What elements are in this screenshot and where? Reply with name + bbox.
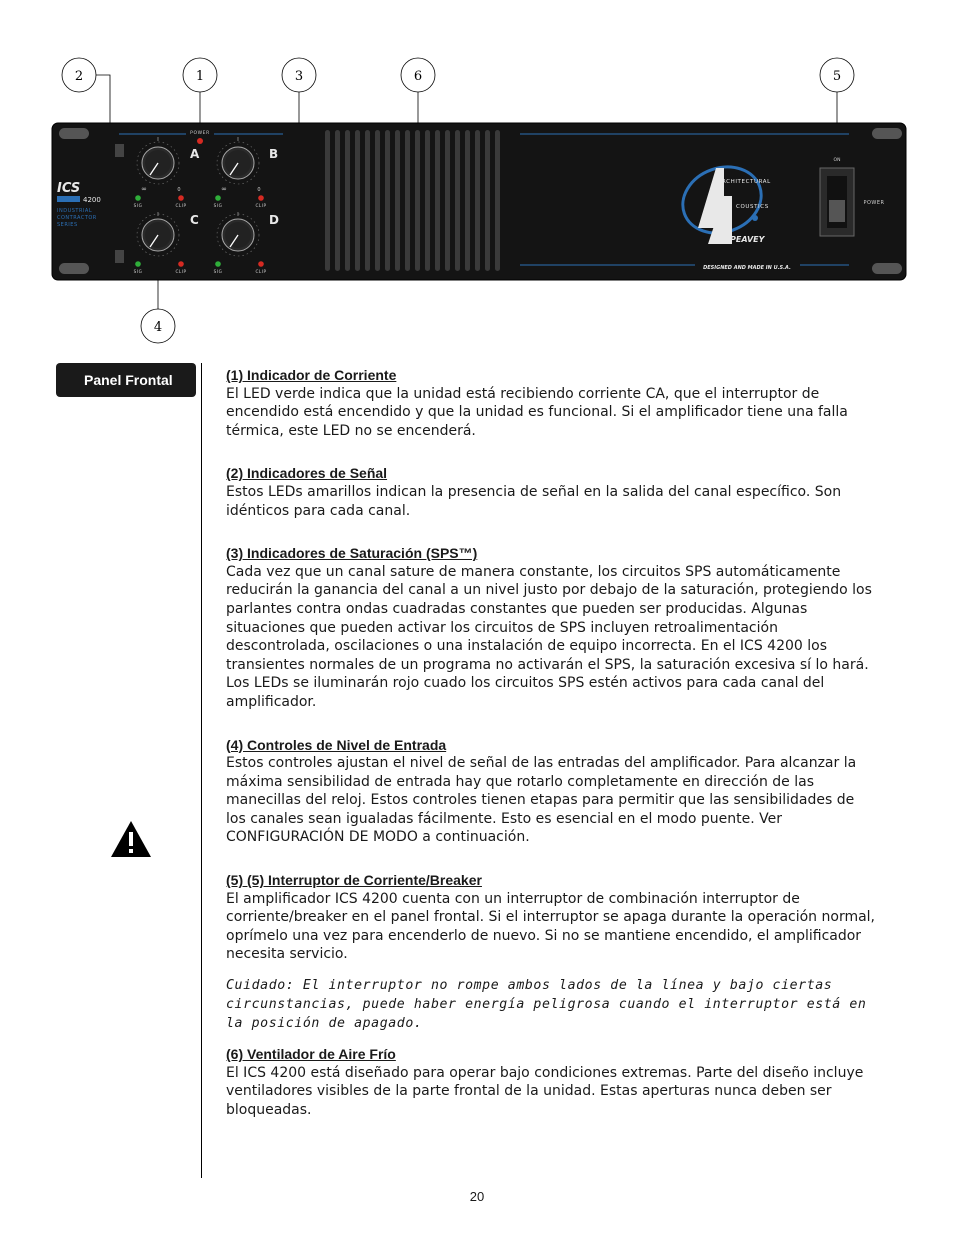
logo-line2: COUSTICS bbox=[736, 204, 769, 210]
callout-number: 3 bbox=[294, 69, 304, 84]
section-body: El LED verde indica que la unidad está recibiendo corriente CA, que el interruptor de encendido está encendido y que la unidad es funcional. Si el amplificador tiene una falla térmica, este LED no se encenderá. bbox=[226, 385, 848, 439]
svg-text:CONTRACTOR: CONTRACTOR bbox=[57, 215, 97, 221]
clip-led-c bbox=[178, 261, 184, 267]
clip-led-d bbox=[258, 261, 264, 267]
svg-text:SERIES: SERIES bbox=[57, 222, 78, 228]
clip-label: CLIP bbox=[175, 203, 187, 208]
logo-line1: RCHITECTURAL bbox=[722, 179, 771, 185]
clip-led-a bbox=[178, 195, 184, 201]
model-brand: ICS bbox=[57, 181, 81, 196]
switch-on-label: ON bbox=[833, 158, 841, 163]
section-power-indicator bbox=[226, 366, 876, 440]
content-column bbox=[226, 366, 876, 1119]
input-jack-marker bbox=[115, 250, 124, 263]
knob-scale-top: I bbox=[157, 137, 159, 143]
channel-label-a: A bbox=[190, 147, 200, 161]
channel-label-d: D bbox=[269, 213, 279, 227]
knob-scale-min: ∞ bbox=[141, 185, 147, 193]
section-body: Cada vez que un canal sature de manera constante, los circuitos SPS automáticamente reducirán la ganancia del canal a un nivel justo por debajo de la saturación, protegiendo los parlantes contra ondas cuadradas constantes que pueden ser producidas. Algunas situaciones que pueden activar los circuitos de SPS incluyen retroalimentación descontrolada, oscilaciones o una instalación de equipo incorrecta. En el ICS 4200 los transientes normales de un programa no activarán el SPS, la saturación excesiva sí lo hará. Los LEDs se iluminarán rojo cuado los circuitos SPS estén activos para cada canal del amplificador. bbox=[226, 563, 872, 710]
callout-bubble-4 bbox=[141, 309, 175, 343]
power-led-label: POWER bbox=[190, 131, 210, 136]
channel-label-c: C bbox=[190, 213, 199, 227]
switch-power-label: POWER bbox=[863, 200, 885, 206]
callout-number: 4 bbox=[153, 320, 163, 335]
cooling-fan-vent bbox=[322, 128, 508, 273]
callout-number: 2 bbox=[74, 69, 84, 84]
callout-bubble-1 bbox=[183, 58, 217, 92]
knob-scale-top: I bbox=[157, 212, 159, 218]
section-cooling-fan bbox=[226, 1045, 876, 1119]
warning-triangle-icon bbox=[110, 820, 152, 858]
power-led bbox=[197, 138, 203, 144]
section-body: El ICS 4200 está diseñado para operar bajo condiciones extremas. Parte del diseño incluye ventiladores visibles de la parte frontal de la unidad. Estas aperturas nunca deben ser bloqueadas. bbox=[226, 1064, 864, 1118]
sig-led-c bbox=[135, 261, 141, 267]
section-body: El amplificador ICS 4200 cuenta con un interruptor de combinación interruptor de corriente/breaker en el panel frontal. Si el interruptor se apaga durante la operación normal, oprímelo una vez para encenderlo de nuevo. Si no se mantiene encendido, el amplificador necesita servicio. bbox=[226, 890, 876, 963]
sig-led-d bbox=[215, 261, 221, 267]
clip-label: CLIP bbox=[175, 269, 187, 274]
power-switch[interactable] bbox=[820, 168, 854, 236]
knob-scale-top: I bbox=[237, 137, 239, 143]
section-input-level-controls bbox=[226, 736, 876, 848]
section-heading: (3) Indicadores de Saturación (SPS™) bbox=[226, 545, 478, 562]
clip-label: CLIP bbox=[255, 269, 267, 274]
sig-led-a bbox=[135, 195, 141, 201]
section-heading: (1) Indicador de Corriente bbox=[226, 367, 397, 383]
callout-bubble-6 bbox=[401, 58, 435, 92]
sig-label: SIG bbox=[213, 269, 223, 274]
callout-bubble-2 bbox=[62, 58, 96, 92]
section-heading: (4) Controles de Nivel de Entrada bbox=[226, 736, 447, 753]
model-badge-bar bbox=[57, 196, 80, 202]
logo-by: BY bbox=[718, 234, 723, 239]
section-signal-indicators bbox=[226, 464, 876, 520]
knob-scale-zero: 0 bbox=[257, 187, 261, 193]
section-power-switch bbox=[226, 871, 876, 964]
section-sps-indicators bbox=[226, 544, 876, 711]
section-heading: (2) Indicadores de Señal bbox=[226, 465, 388, 482]
callout-number: 1 bbox=[195, 69, 205, 84]
model-number: 4200 bbox=[83, 196, 101, 204]
callout-number: 5 bbox=[832, 69, 842, 84]
callout-number: 6 bbox=[413, 69, 423, 84]
peavey-wordmark: PEAVEY bbox=[730, 235, 765, 244]
knob-scale-zero: 0 bbox=[177, 187, 181, 193]
sig-label: SIG bbox=[133, 269, 143, 274]
sig-led-b bbox=[215, 195, 221, 201]
callout-bubble-5 bbox=[820, 58, 854, 92]
knob-scale-min: ∞ bbox=[221, 185, 227, 193]
clip-led-b bbox=[258, 195, 264, 201]
caution-note: Cuidado: El interruptor no rompe ambos lados de la línea y bajo ciertas circunstancias, puede haber energía peligrosa cuando el interruptor está en la posición de apagado. bbox=[226, 978, 867, 1032]
callout-bubble-3 bbox=[282, 58, 316, 92]
section-heading: (5) (5) Interruptor de Corriente/Breaker bbox=[226, 872, 482, 889]
amplifier-front-panel-figure bbox=[0, 0, 954, 345]
svg-text:INDUSTRIAL: INDUSTRIAL bbox=[57, 208, 93, 214]
section-heading: (6) Ventilador de Aire Frío bbox=[226, 1046, 396, 1063]
knob-scale-top: I bbox=[237, 212, 239, 218]
input-jack-marker bbox=[115, 144, 124, 157]
section-body: Estos controles ajustan el nivel de señal de las entradas del amplificador. Para alcanzar la máxima sensibilidad de entrada hay que rotarlo completamente en dirección de las manecillas del reloj. Estos controles tienen etapas para permitir que las sensibilidades de los canales sean igualadas fácilmente. Esto es esencial en el modo puente. Ver CONFIGURACIÓN DE MODO a continuación. bbox=[226, 755, 857, 846]
channel-label-b: B bbox=[269, 147, 279, 161]
section-tab-panel-frontal: Panel Frontal bbox=[56, 363, 196, 397]
column-divider bbox=[201, 363, 202, 1178]
sig-label: SIG bbox=[133, 203, 143, 208]
page-number: 20 bbox=[469, 1189, 485, 1204]
section-body: Estos LEDs amarillos indican la presencia de señal en la salida del canal específico. Son idénticos para cada canal. bbox=[226, 483, 842, 519]
designed-made-usa: DESIGNED AND MADE IN U.S.A. bbox=[703, 265, 791, 271]
clip-label: CLIP bbox=[255, 203, 267, 208]
sig-label: SIG bbox=[213, 203, 223, 208]
